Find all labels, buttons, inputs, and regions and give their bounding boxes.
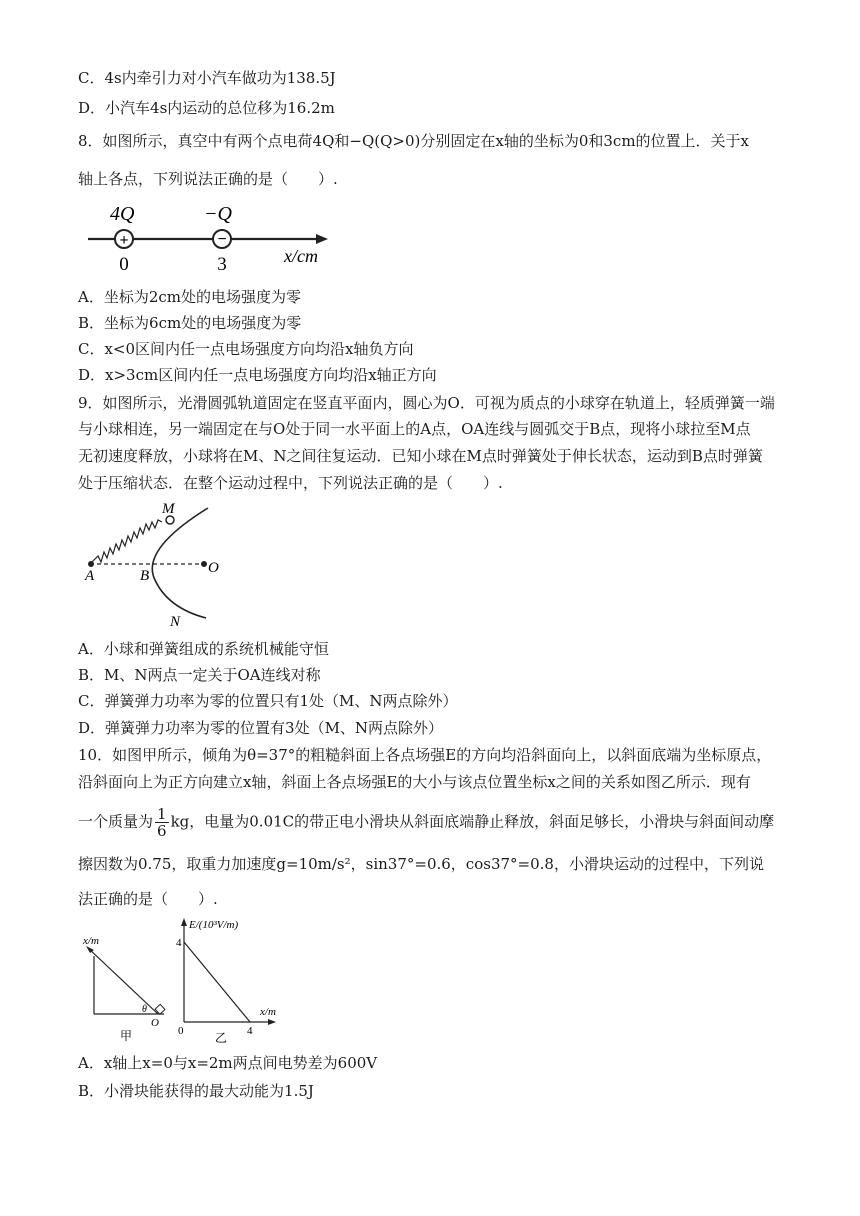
yi-y-arrow-icon	[181, 918, 187, 926]
e-vs-x-line	[184, 942, 250, 1022]
label-o: O	[208, 560, 219, 576]
tick-label-0: 0	[119, 254, 129, 275]
question-8-line-1: 8．如图所示，真空中有两个点电荷4Q和−Q(Q>0)分别固定在x轴的坐标为0和3cm的位置上．关于x	[78, 132, 749, 150]
incline-x-axis	[88, 948, 158, 1014]
point-o-dot	[201, 561, 207, 567]
fraction-numerator: 1	[157, 805, 167, 823]
question-10-line-3	[78, 806, 774, 842]
x-axis-arrow-icon	[316, 234, 328, 244]
yi-caption: 乙	[215, 1031, 228, 1045]
question-9-line-3: 无初速度释放，小球将在M、N之间往复运动．已知小球在M点时弹簧处于伸长状态，运动到B点时弹簧	[78, 447, 763, 465]
figure-9-arc-spring	[80, 500, 240, 630]
theta-label: θ	[142, 1004, 147, 1015]
fraction-denominator: 6	[157, 822, 167, 840]
label-a: A	[85, 568, 95, 584]
option-9d: D．弹簧弹力功率为零的位置有3处（M、N两点除外）	[78, 719, 444, 737]
yi-x-axis-label: x/m	[260, 1006, 276, 1018]
option-7d: D．小汽车4s内运动的总位移为16.2m	[78, 99, 335, 117]
figure-8-charges-on-axis	[80, 196, 340, 276]
charge-4q-label: 4Q	[110, 203, 135, 225]
tick-label-3: 3	[217, 254, 227, 275]
yi-tick-x-4: 4	[247, 1025, 253, 1037]
figure-10-yi-graph	[170, 914, 290, 1048]
question-10-line-4: 擦因数为0.75，取重力加速度g=10m/s²，sin37°=0.6，cos37°=0.8，小滑块运动的过程中，下列说	[78, 855, 764, 873]
positive-sign: +	[119, 232, 129, 249]
jia-caption: 甲	[120, 1029, 133, 1043]
point-a-dot	[88, 561, 94, 567]
option-8c: C．x<0区间内任一点电场强度方向均沿x轴负方向	[78, 340, 414, 358]
question-10-line-2: 沿斜面向上为正方向建立x轴，斜面上各点场强E的大小与该点位置坐标x之间的关系如图乙所示．现有	[78, 773, 751, 791]
axis-label-x-cm: x/cm	[284, 246, 318, 266]
figure-10-jia-incline	[80, 928, 170, 1048]
yi-tick-y-4: 4	[176, 937, 182, 949]
circular-arc-track	[152, 508, 208, 618]
question-10-line-1: 10．如图甲所示，倾角为θ=37°的粗糙斜面上各点场强E的方向均沿斜面向上，以斜面底端为坐标原点，	[78, 746, 772, 764]
option-10a: A．x轴上x=0与x=2m两点间电势差为600V	[78, 1054, 378, 1072]
origin-o-label: O	[151, 1017, 159, 1029]
option-9c: C．弹簧弹力功率为零的位置只有1处（M、N两点除外）	[78, 692, 458, 710]
yi-x-arrow-icon	[268, 1019, 276, 1025]
option-10b: B．小滑块能获得的最大动能为1.5J	[78, 1082, 314, 1100]
question-9-line-2: 与小球相连，另一端固定在与O处于同一水平面上的A点，OA连线与圆弧交于B点，现将小球拉至M点	[78, 420, 751, 438]
question-8-line-2: 轴上各点，下列说法正确的是（ ）.	[78, 170, 338, 188]
label-b: B	[140, 568, 150, 584]
charge-neg-q-label: −Q	[204, 203, 232, 225]
option-8a: A．坐标为2cm处的电场强度为零	[78, 288, 302, 306]
spring-zigzag	[92, 520, 162, 562]
question-9-line-4: 处于压缩状态．在整个运动过程中，下列说法正确的是（ ）.	[78, 474, 503, 492]
option-7c: C．4s内牵引力对小汽车做功为138.5J	[78, 69, 336, 87]
ball-m	[166, 516, 174, 524]
mass-suffix: kg，电量为0.01C的带正电小滑块从斜面底端静止释放，斜面足够长，小滑块与斜面间动摩	[170, 812, 775, 831]
option-8d: D．x>3cm区间内任一点电场强度方向均沿x轴正方向	[78, 366, 437, 384]
option-9b: B．M、N两点一定关于OA连线对称	[78, 666, 321, 684]
question-9-line-1: 9．如图所示，光滑圆弧轨道固定在竖直平面内，圆心为O．可视为质点的小球穿在轨道上，轻质弹簧一端	[78, 394, 775, 412]
yi-origin-label: 0	[178, 1025, 184, 1037]
label-n: N	[170, 614, 181, 630]
mass-fraction	[155, 806, 169, 839]
option-9a: A．小球和弹簧组成的系统机械能守恒	[78, 640, 329, 658]
label-m: M	[162, 501, 175, 517]
question-10-line-5: 法正确的是（ ）.	[78, 890, 218, 908]
option-8b: B．坐标为6cm处的电场强度为零	[78, 314, 302, 332]
negative-sign: −	[217, 231, 227, 248]
yi-y-axis-label: E/(10³V/m)	[189, 919, 239, 931]
mass-prefix: 一个质量为	[78, 812, 154, 831]
jia-axis-label: x/m	[83, 935, 99, 947]
